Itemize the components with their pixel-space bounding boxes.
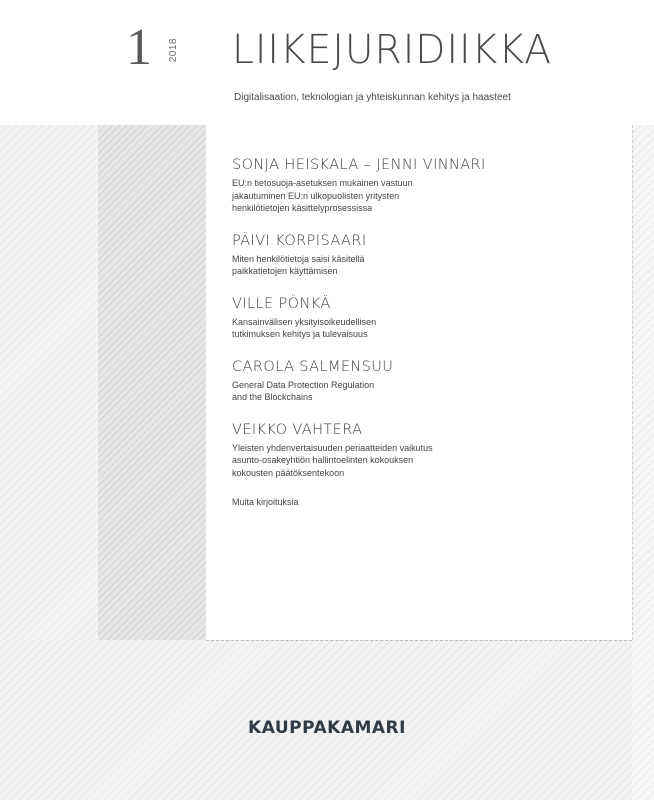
toc-entry <box>232 422 627 480</box>
toc-author: VILLE PÖNKÄ <box>232 295 331 312</box>
toc-entry <box>232 359 627 404</box>
toc-article-title: henkilötietojen käsittelyprosessissa <box>232 203 373 213</box>
toc-author: VEIKKO VAHTERA <box>232 421 363 438</box>
issue-theme: Digitalisaation, teknologian ja yhteiskunnan kehitys ja haasteet <box>234 92 511 103</box>
toc-other-articles: Muita kirjoituksia <box>232 497 299 507</box>
toc-author: CAROLA SALMENSUU <box>232 358 394 375</box>
toc-article-title: EU:n tietosuoja-asetuksen mukainen vastuun <box>232 178 413 188</box>
toc-article-title: paikkatietojen käyttämisen <box>232 266 338 276</box>
toc-article-title: kokousten päätöksentekoon <box>232 467 345 478</box>
toc-author: PÄIVI KORPISAARI <box>232 232 367 249</box>
dashed-divider <box>206 640 632 641</box>
hatched-background-right <box>632 125 654 800</box>
toc-entry <box>232 233 627 278</box>
toc-entry <box>232 157 627 215</box>
publisher-logo: KAUPPAKAMARI <box>248 718 406 738</box>
dashed-divider-vertical <box>632 125 633 640</box>
toc-author: SONJA HEISKALA – JENNI VINNARI <box>232 157 486 173</box>
hatched-column <box>98 125 206 640</box>
toc-entry <box>232 296 627 341</box>
toc-article-title: tutkimuksen kehitys ja tulevaisuus <box>232 329 368 339</box>
issue-number: 1 <box>126 19 152 76</box>
toc-article-title: General Data Protection Regulation <box>232 379 375 390</box>
table-of-contents <box>232 157 627 507</box>
toc-article-title: Yleisten yhdenvertaisuuden periaatteiden vaikutus <box>232 442 433 453</box>
toc-article-title: asunto-osakeyhtiön hallintoelinten kokouksen <box>232 455 414 465</box>
toc-article-title: Miten henkilötietoja saisi käsitellä <box>232 253 365 264</box>
issue-year: 2018 <box>168 38 179 63</box>
toc-article-title: jakautuminen EU:n ulkopuolisten yritysten <box>232 190 400 201</box>
toc-article-title: and the Blockchains <box>232 392 313 402</box>
journal-title: LIIKEJURIDIIKKA <box>232 27 553 73</box>
toc-article-title: Kansainvälisen yksityisoikeudellisen <box>232 316 377 327</box>
